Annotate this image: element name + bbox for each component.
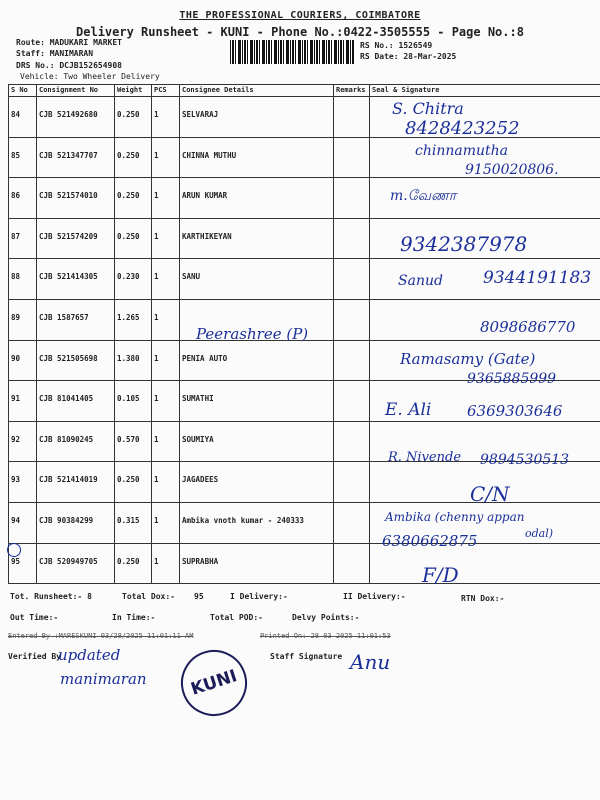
row-consignee: KARTHIKEYAN: [180, 218, 334, 259]
row-weight: 0.250: [115, 178, 152, 219]
vehicle-label: Vehicle: Two Wheeler Delivery: [20, 72, 160, 81]
signature-91-phone: 6369303646: [467, 402, 563, 420]
row-remarks: [334, 340, 370, 381]
row-weight: 0.105: [115, 381, 152, 422]
row-consignment-no: CJB 521347707: [37, 137, 115, 178]
row-sno: 93: [9, 462, 37, 503]
row-consignment-no: CJB 90384299: [37, 502, 115, 543]
row-weight: 0.250: [115, 543, 152, 584]
row-weight: 0.570: [115, 421, 152, 462]
row-remarks: [334, 259, 370, 300]
consignee-89-handwritten: Peerashree (P): [196, 325, 309, 343]
row-sno: 94: [9, 502, 37, 543]
row-consignee: CHINNA MUTHU: [180, 137, 334, 178]
row-pcs: 1: [152, 218, 180, 259]
row-consignment-no: CJB 521414019: [37, 462, 115, 503]
verified-signature-2: manimaran: [60, 670, 147, 688]
row-remarks: [334, 97, 370, 138]
row-pcs: 1: [152, 543, 180, 584]
signature-85-name: chinnamutha: [415, 143, 508, 159]
col-consignee: Consignee Details: [180, 85, 334, 97]
row-pcs: 1: [152, 137, 180, 178]
table-header-row: [9, 85, 600, 97]
signature-90-name: Ramasamy (Gate): [400, 350, 536, 368]
signature-84-phone: 8428423252: [405, 118, 520, 139]
row-consignment-no: CJB 520949705: [37, 543, 115, 584]
row-consignee: SUPRABHA: [180, 543, 334, 584]
note-95: F/D: [422, 563, 459, 587]
signature-92-phone: 9894530513: [480, 452, 570, 468]
in-time-label: In Time:-: [112, 613, 156, 622]
total-dox-value: 95: [194, 592, 204, 601]
row-pcs: 1: [152, 299, 180, 340]
col-weight: Weight: [115, 85, 152, 97]
signature-94-name: Ambika (chenny appan: [385, 510, 525, 524]
signature-92-name: R. Nivende: [388, 450, 462, 465]
col-sno: S No: [9, 85, 37, 97]
col-consignment: Consignment No: [37, 85, 115, 97]
row-consignment-no: CJB 521505698: [37, 340, 115, 381]
note-93: C/N: [470, 482, 510, 506]
row-pcs: 1: [152, 340, 180, 381]
row-consignee: PENIA AUTO: [180, 340, 334, 381]
row-sno: 88: [9, 259, 37, 300]
row-sno: 95: [9, 543, 37, 584]
row-remarks: [334, 421, 370, 462]
row-sno: 87: [9, 218, 37, 259]
row-sno: 92: [9, 421, 37, 462]
row-pcs: 1: [152, 259, 180, 300]
row-consignee: ARUN KUMAR: [180, 178, 334, 219]
signature-84-name: S. Chitra: [392, 99, 464, 118]
row-pcs: 1: [152, 381, 180, 422]
row-consignment-no: CJB 521574010: [37, 178, 115, 219]
ii-delivery-label: II Delivery:-: [343, 592, 406, 601]
tot-runsheet: Tot. Runsheet:- 8: [10, 592, 92, 601]
col-pcs: PCS: [152, 85, 180, 97]
row-consignment-no: CJB 521574209: [37, 218, 115, 259]
route-label: Route: MADUKARI MARKET: [16, 38, 122, 47]
row-weight: 0.315: [115, 502, 152, 543]
row-remarks: [334, 178, 370, 219]
row-consignment-no: CJB 81090245: [37, 421, 115, 462]
row-remarks: [334, 543, 370, 584]
row-consignment-no: CJB 521492680: [37, 97, 115, 138]
row-sno: 85: [9, 137, 37, 178]
signature-86-name: m.வேணா: [390, 188, 457, 204]
staff-label: Staff: MANIMARAN: [16, 49, 94, 58]
row-weight: 0.250: [115, 137, 152, 178]
signature-90-phone: 9365885999: [467, 371, 557, 387]
col-seal-signature: Seal & Signature: [370, 85, 600, 97]
signature-88-name: Sanud: [398, 273, 443, 289]
drs-number: DRS No.: DCJB152654908: [16, 61, 122, 70]
signature-88-phone: 9344191183: [483, 268, 592, 288]
row-pcs: 1: [152, 421, 180, 462]
row-sno: 84: [9, 97, 37, 138]
row-consignee: SELVARAJ: [180, 97, 334, 138]
row-consignment-no: CJB 81041405: [37, 381, 115, 422]
row-pcs: 1: [152, 178, 180, 219]
row-remarks: [334, 137, 370, 178]
table-row: [9, 178, 600, 219]
kuni-stamp: KUNI: [172, 641, 255, 724]
row-sno: 86: [9, 178, 37, 219]
row-weight: 0.250: [115, 218, 152, 259]
signature-89-phone: 8098686770: [480, 318, 576, 336]
row-consignment-no: CJB 521414305: [37, 259, 115, 300]
row-consignee: Ambika vnoth kumar - 240333: [180, 502, 334, 543]
row-consignee: SANU: [180, 259, 334, 300]
row-remarks: [334, 462, 370, 503]
signature-85-phone: 9150020806.: [465, 162, 559, 178]
verified-signature-1: updated: [58, 646, 121, 664]
barcode: [230, 40, 355, 64]
row-remarks: [334, 381, 370, 422]
staff-signature-label: Staff Signature: [270, 652, 343, 661]
row-weight: 1.265: [115, 299, 152, 340]
col-remarks: Remarks: [334, 85, 370, 97]
table-row: [9, 543, 600, 584]
row-pcs: 1: [152, 502, 180, 543]
i-delivery-label: I Delivery:-: [230, 592, 288, 601]
rtn-dox-label: RTN Dox:-: [461, 594, 505, 603]
signature-91-name: E. Ali: [385, 400, 432, 420]
row-weight: 0.250: [115, 97, 152, 138]
runsheet-title: Delivery Runsheet - KUNI - Phone No.:0422-3505555 - Page No.:8: [76, 25, 524, 39]
rs-number: RS No.: 1526549: [360, 41, 433, 50]
total-pod-label: Total POD:-: [210, 613, 263, 622]
circle-mark: [7, 543, 21, 557]
total-dox-label: Total Dox:-: [122, 592, 175, 601]
row-remarks: [334, 299, 370, 340]
row-remarks: [334, 218, 370, 259]
signature-94-phone: 6380662875: [382, 532, 478, 550]
verified-by-label: Verified By: [8, 652, 61, 661]
rs-date: RS Date: 28-Mar-2025: [360, 52, 457, 61]
signature-87-phone: 9342387978: [400, 232, 528, 256]
row-weight: 1.380: [115, 340, 152, 381]
row-remarks: [334, 502, 370, 543]
row-consignee: SUMATHI: [180, 381, 334, 422]
row-consignment-no: CJB 1587657: [37, 299, 115, 340]
printed-on: Printed On: 28 03 2025 11:01:53: [260, 632, 391, 640]
row-weight: 0.230: [115, 259, 152, 300]
staff-signature: Anu: [350, 650, 391, 674]
row-sno: 91: [9, 381, 37, 422]
row-sno: 90: [9, 340, 37, 381]
row-pcs: 1: [152, 97, 180, 138]
delvy-points-label: Delvy Points:-: [292, 613, 360, 622]
signature-94-extra: odal): [525, 527, 554, 540]
row-sno: 89: [9, 299, 37, 340]
company-name: THE PROFESSIONAL COURIERS, COIMBATORE: [179, 10, 421, 21]
out-time-label: Out Time:-: [10, 613, 59, 622]
row-weight: 0.250: [115, 462, 152, 503]
row-consignee: SOUMIYA: [180, 421, 334, 462]
row-pcs: 1: [152, 462, 180, 503]
entered-by: Entered By :MARESKUNI 03/28/2025 11:01:11 AM: [8, 632, 194, 640]
row-consignee: JAGADEES: [180, 462, 334, 503]
